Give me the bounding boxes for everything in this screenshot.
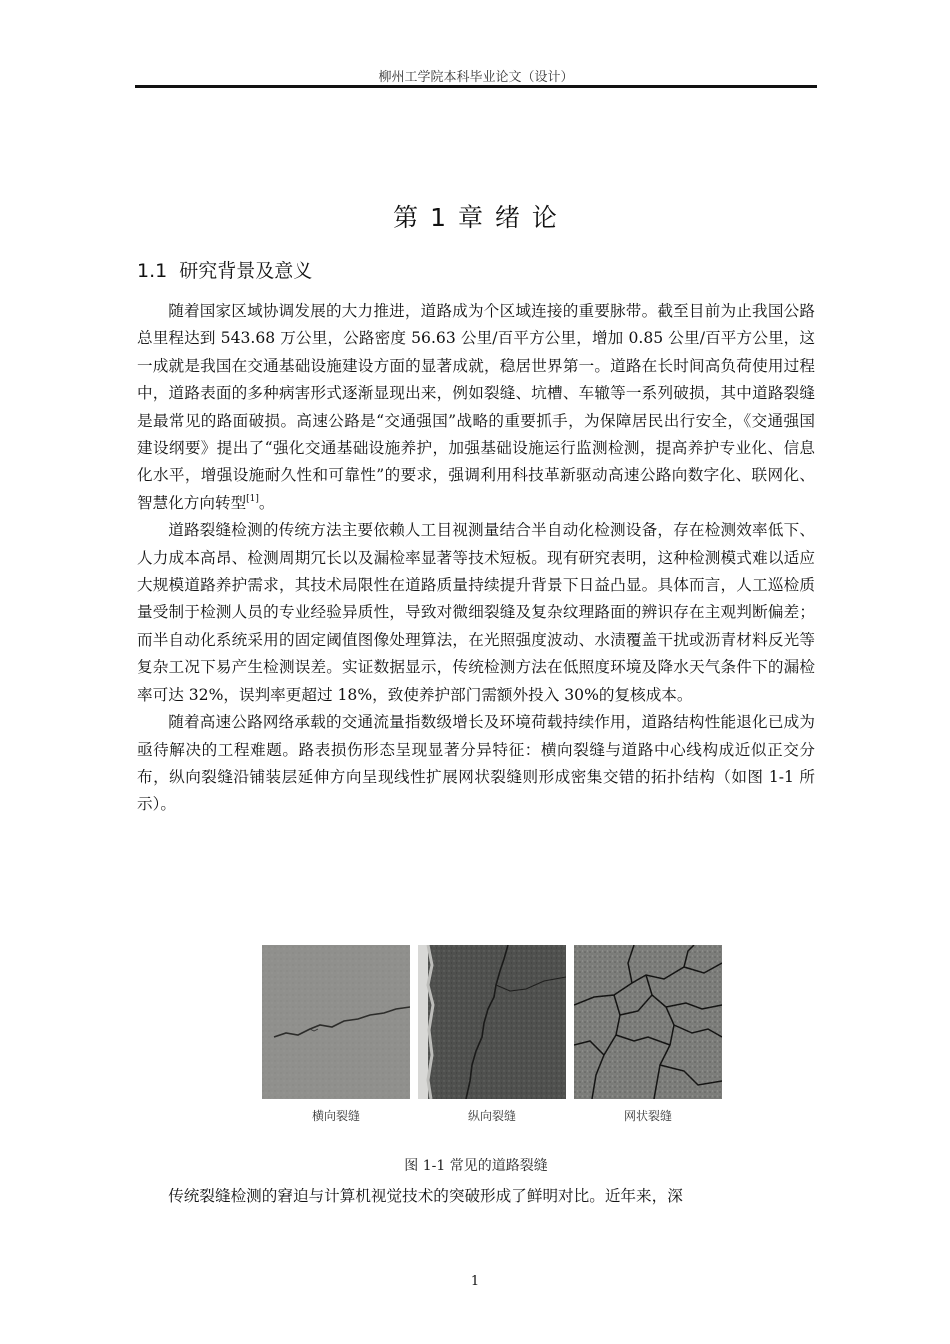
crack-figure [262, 945, 722, 1135]
citation-ref: [1] [246, 493, 259, 504]
transverse-crack-photo [262, 945, 410, 1099]
longitudinal-crack-photo [418, 945, 566, 1099]
panel-label-transverse: 横向裂缝 [311, 1109, 360, 1123]
paragraph-4: 传统裂缝检测的窘迫与计算机视觉技术的突破形成了鲜明对比。近年来，深 [168, 1187, 683, 1205]
figure-panel-longitudinal [418, 945, 566, 1130]
section-number: 1.1 [137, 260, 168, 282]
body-text [137, 298, 815, 819]
paragraph-1-end: 。 [258, 493, 275, 512]
chapter-title: 第 1 章 绪 论 [393, 203, 559, 232]
figure-panel-transverse [262, 945, 410, 1130]
panel-label-longitudinal: 纵向裂缝 [467, 1109, 516, 1123]
continuation-text [137, 1183, 815, 1210]
section-title: 研究背景及意义 [179, 260, 313, 282]
network-crack-photo [574, 945, 722, 1099]
header-rule [135, 85, 817, 88]
paragraph-1-text: 随着国家区域协调发展的大力推进，道路成为个区域连接的重要脉带。截至目前为止我国公路总里程达到 543.68 万公里，公路密度 56.63 公里/百平方公里，增加 0.85 公里/百平方公里，这一成就是我国在交通基础设施建设方面的显著成就，稳居世界第一。道路在长时间高负荷使用过程中，道路表面的多种病害形式逐渐显现出来，例如裂缝、坑槽、车辙等一系列破损，其中道路裂缝是最常见的路面破损。高速公路是“交通强国”战略的重要抓手，为保障居民出行安全，《交通强国建设纲要》提出了“强化交通基础设施养护，加强基础设施运行监测检测，提高养护专业化、信息化水平，增强设施耐久性和可靠性”的要求，强调利用科技革新驱动高速公路向数字化、联网化、智慧化方向转型 [137, 302, 815, 512]
paragraph-2: 道路裂缝检测的传统方法主要依赖人工目视测量结合半自动化检测设备，存在检测效率低下、人力成本高昂、检测周期冗长以及漏检率显著等技术短板。现有研究表明，这种检测模式难以适应大规模道路养护需求，其技术局限性在道路质量持续提升背景下日益凸显。具体而言，人工巡检质量受制于检测人员的专业经验异质性，导致对微细裂缝及复杂纹理路面的辨识存在主观判断偏差；而半自动化系统采用的固定阈值图像处理算法，在光照强度波动、水渍覆盖干扰或沥青材料反光等复杂工况下易产生检测误差。实证数据显示，传统检测方法在低照度环境及降水天气条件下的漏检率可达 32%，误判率更超过 18%，致使养护部门需额外投入 30%的复核成本。 [137, 521, 815, 704]
section-heading [137, 256, 312, 283]
figure-panel-network [574, 945, 722, 1130]
paragraph-1 [137, 298, 815, 517]
page-number: 1 [470, 1274, 480, 1289]
paragraph-3: 随着高速公路网络承载的交通流量指数级增长及环境荷载持续作用，道路结构性能退化已成为亟待解决的工程难题。路表损伤形态呈现显著分异特征：横向裂缝与道路中心线构成近似正交分布，纵向裂缝沿铺装层延伸方向呈现线性扩展网状裂缝则形成密集交错的拓扑结构（如图 1-1 所示）。 [137, 713, 815, 814]
figure-caption: 图 1-1 常见的道路裂缝 [404, 1158, 548, 1174]
running-header: 柳州工学院本科毕业论文（设计） [378, 70, 574, 85]
panel-label-network: 网状裂缝 [623, 1109, 672, 1123]
